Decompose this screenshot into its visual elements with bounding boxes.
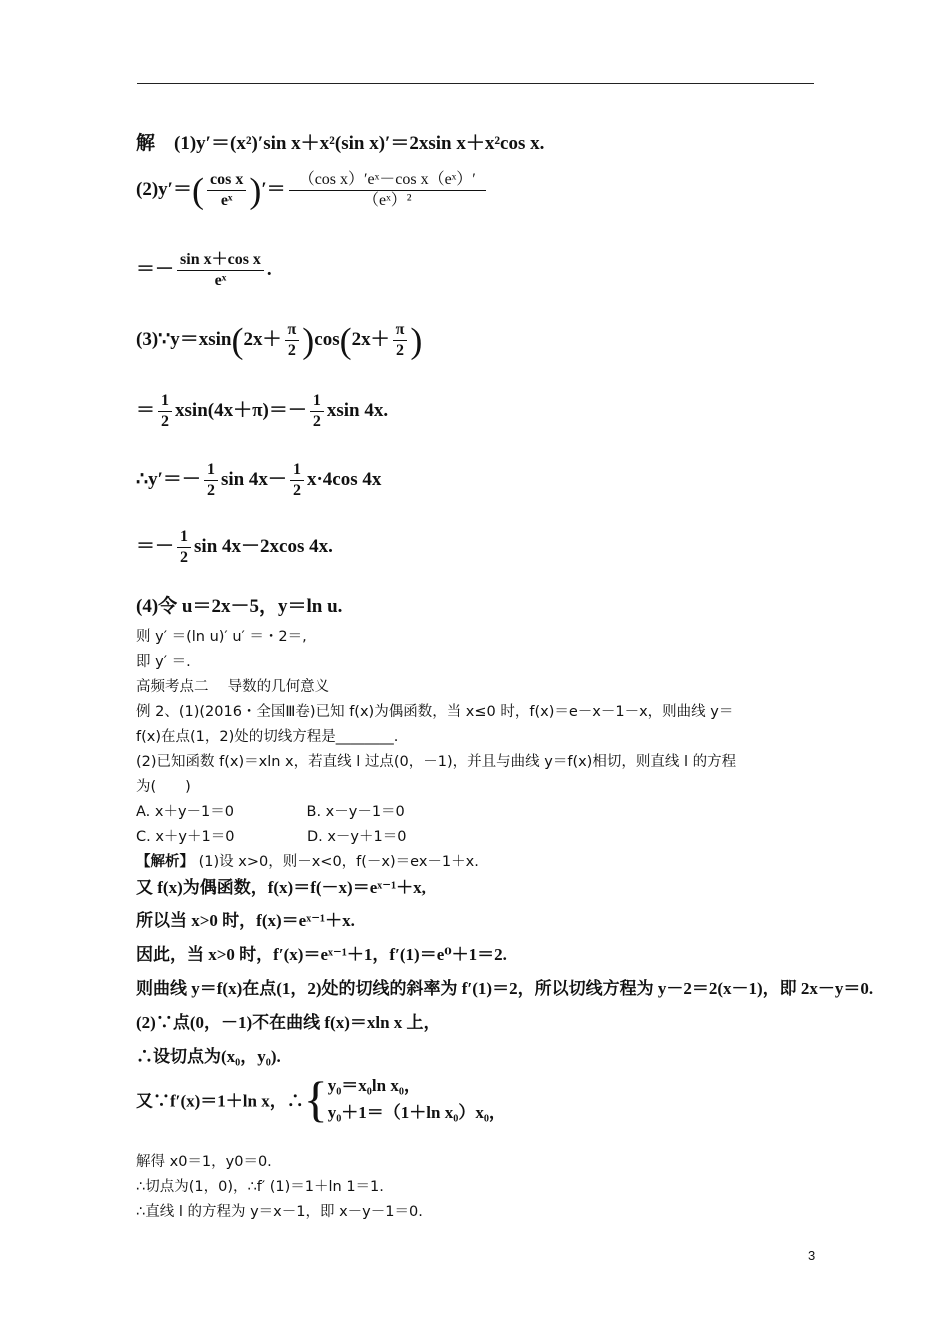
text-line: 即 y′ ＝. [136, 654, 191, 670]
solution-part-3a: (3)∵y＝xsin(2x＋ $\frac{\pi}{2}$ )cos(2x＋ $\frac{\pi}{2}$ ) [136, 320, 423, 361]
analysis-line: 【解析】 (1)设 x>0，则－x<0，f(－x)＝ex－1＋x. [136, 854, 479, 870]
example-text: f(x)在点(1，2)处的切线方程是________. [136, 729, 399, 745]
analysis-formula: (2)∵点(0，－1)不在曲线 f(x)＝xln x 上， [136, 1013, 441, 1032]
solution-part-2b: ＝－ $\frac{\text{sin x＋cos x}}{\text{eˣ}}$ . [136, 251, 272, 289]
solution-part-3c: ∴y′＝－ $\frac{1}{2}$ sin 4x－ $\frac{1}{2}$ x·4cos 4x [136, 461, 382, 499]
text-line: 则 y′ ＝(ln u)′ u′ ＝・2＝, [136, 629, 307, 645]
analysis-label: 【解析】 [136, 854, 194, 870]
solution-part-3d: ＝－ $\frac{1}{2}$ sin 4x－2xcos 4x. [136, 528, 333, 566]
solution-part-3b: ＝ $\frac{1}{2}$ xsin(4x＋π)＝－ $\frac{1}{2}$ xsin 4x. [136, 392, 389, 430]
example-text: 例 2、(1)(2016・全国Ⅲ卷)已知 f(x)为偶函数，当 x≤0 时，f(x)＝e－x－1－x，则曲线 y＝ [136, 704, 734, 720]
solution-part-4: (4)令 u＝2x－5，y＝ln u. [136, 596, 343, 617]
page-number: 3 [808, 1248, 816, 1263]
solution-part-2: (2)y′＝( $\frac{\text{cos x}}{\text{eˣ}}$ )′＝ $\frac{\text{（cos x）′eˣ－cos x（eˣ）′}}{\text{（eˣ）²}}$ [136, 170, 489, 211]
analysis-formula: 所以当 x>0 时，f(x)＝eˣ⁻¹＋x. [136, 911, 355, 930]
analysis-formula: 则曲线 y＝f(x)在点(1，2)处的切线的斜率为 f′(1)＝2，所以切线方程为 y－2＝2(x－1)，即 2x－y＝0. [136, 979, 874, 998]
example-text: 为( ) [136, 779, 191, 795]
final-line: ∴切点为(1，0)，∴f′ (1)＝1＋ln 1＝1. [136, 1179, 384, 1195]
section-heading: 高频考点二 导数的几何意义 [136, 679, 330, 695]
choice-line: A. x＋y－1＝0 B. x－y－1＝0 [136, 804, 405, 820]
equation-system: 又∵f′(x)＝1＋ln x，∴{ y₀＝x₀ln x₀， y₀＋1＝（1＋ln x₀）x₀， [136, 1071, 506, 1128]
choice-line: C. x＋y＋1＝0 D. x－y＋1＝0 [136, 829, 407, 845]
final-line: ∴直线 l 的方程为 y＝x－1，即 x－y－1＝0. [136, 1204, 423, 1220]
solution-part-1: 解 (1)y′＝(x²)′sin x＋x²(sin x)′＝2xsin x＋x²cos x. [136, 133, 545, 154]
analysis-formula: 因此，当 x>0 时，f′(x)＝eˣ⁻¹＋1，f′(1)＝e⁰＋1＝2. [136, 945, 507, 964]
example-text: (2)已知函数 f(x)＝xln x，若直线 l 过点(0，－1)，并且与曲线 y＝f(x)相切，则直线 l 的方程 [136, 754, 737, 770]
final-line: 解得 x0＝1，y0＝0. [136, 1154, 272, 1170]
header-rule [137, 83, 814, 84]
analysis-formula: 又 f(x)为偶函数，f(x)＝f(－x)＝eˣ⁻¹＋x, [136, 878, 426, 897]
analysis-formula: ∴设切点为(x₀，y₀). [136, 1047, 281, 1066]
